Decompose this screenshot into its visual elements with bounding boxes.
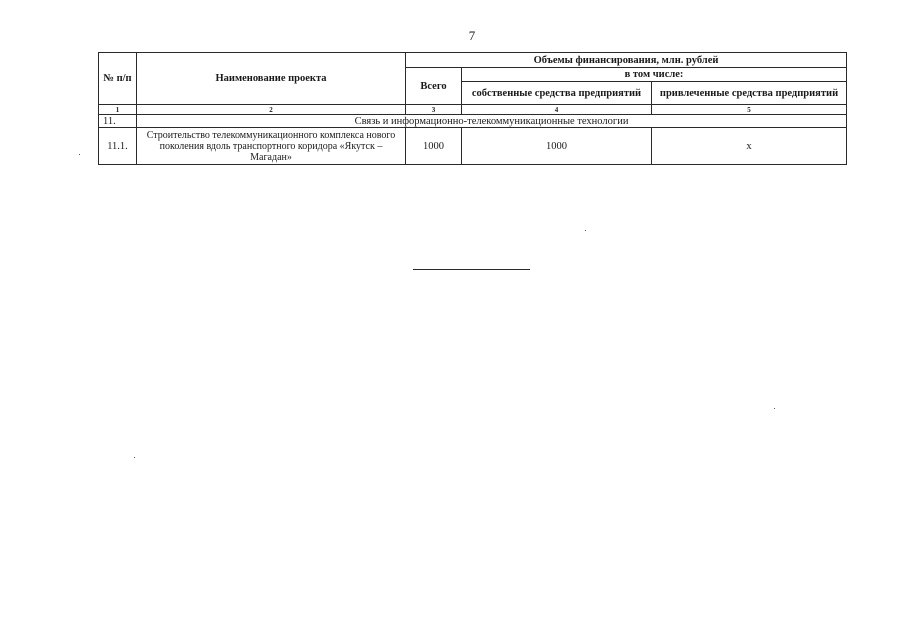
scan-speck — [134, 457, 135, 458]
header-num: № п/п — [99, 53, 137, 105]
header-total: Всего — [406, 68, 462, 105]
row-own-funds: 1000 — [462, 128, 652, 165]
section-row — [99, 115, 847, 128]
header-own-funds: собственные средства предприятий — [462, 82, 652, 105]
end-separator-line — [413, 269, 530, 270]
header-including: в том числе: — [462, 68, 847, 82]
section-code: 11. — [99, 115, 137, 128]
financing-table — [98, 52, 847, 165]
page-number: 7 — [468, 28, 476, 43]
column-number: 5 — [652, 105, 847, 115]
header-funding: Объемы финансирования, млн. рублей — [406, 53, 847, 68]
column-number-row — [99, 105, 847, 115]
column-number: 2 — [137, 105, 406, 115]
scan-speck — [774, 408, 775, 409]
row-total: 1000 — [406, 128, 462, 165]
column-number: 4 — [462, 105, 652, 115]
row-project-name: Строительство телекоммуникационного комплекса нового поколения вдоль транспортного коридора «Якутск – Магадан» — [137, 128, 406, 165]
scan-speck — [585, 230, 586, 231]
header-project-name: Наименование проекта — [137, 53, 406, 105]
column-number: 1 — [99, 105, 137, 115]
section-title: Связь и информационно-телекоммуникационные технологии — [137, 115, 847, 128]
column-number: 3 — [406, 105, 462, 115]
row-num: 11.1. — [99, 128, 137, 165]
header-row-1 — [99, 53, 847, 68]
row-raised-funds: x — [652, 128, 847, 165]
header-raised-funds: привлеченные средства предприятий — [652, 82, 847, 105]
scan-speck — [79, 154, 80, 155]
table-row — [99, 128, 847, 165]
